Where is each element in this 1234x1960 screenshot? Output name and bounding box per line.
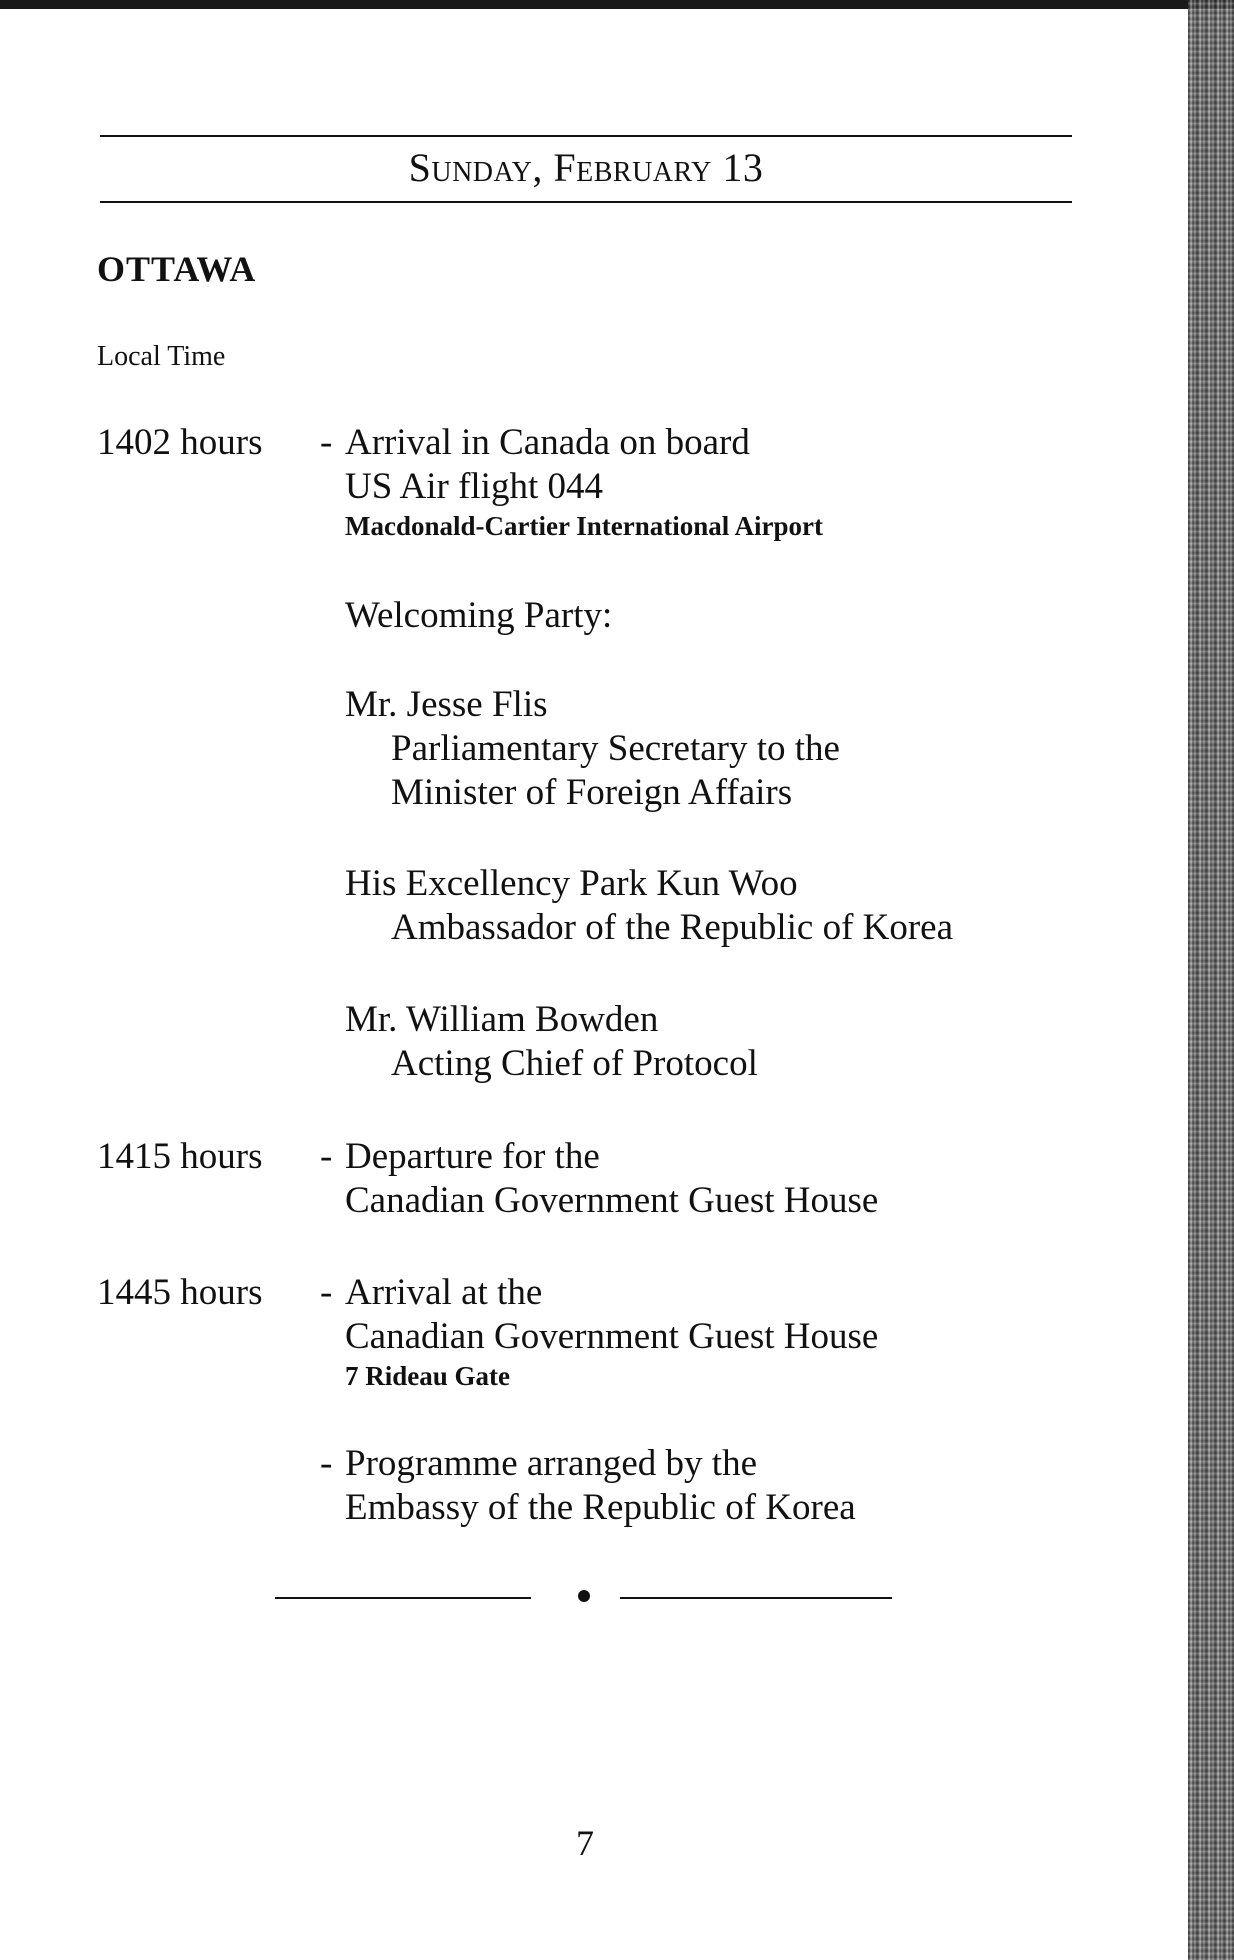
entry-line: Departure for the [345,1136,600,1177]
welcoming-person-1 [345,683,840,815]
entry-body [345,1442,856,1530]
entry-dash: - [320,422,333,463]
entry-body [345,1271,878,1393]
entry-line: Embassy of the Republic of Korea [345,1487,856,1528]
person-title: Minister of Foreign Affairs [391,772,793,813]
header-rule-top [100,135,1072,137]
entry-place: 7 Rideau Gate [345,1361,510,1391]
entry-line: Canadian Government Guest House [345,1316,879,1357]
person-title: Parliamentary Secretary to the [391,728,840,769]
entry-dash: - [320,1443,333,1484]
person-name: His Excellency Park Kun Woo [345,863,798,904]
entry-line: Canadian Government Guest House [345,1180,879,1221]
person-title: Acting Chief of Protocol [391,1043,758,1084]
entry-time: 1445 hours [97,1272,263,1313]
entry-line: US Air flight 044 [345,466,603,507]
person-name: Mr. William Bowden [345,999,659,1040]
entry-place: Macdonald-Cartier International Airport [345,511,823,541]
page-number: 7 [576,1823,594,1863]
city-heading: OTTAWA [97,249,257,289]
section-divider-dot [578,1590,590,1602]
header-rule-bottom [100,201,1072,203]
entry-body [345,1135,878,1223]
entry-dash: - [320,1272,333,1313]
scan-top-edge [0,0,1234,9]
entry-line: Programme arranged by the [345,1443,757,1484]
person-name: Mr. Jesse Flis [345,684,548,725]
person-title: Ambassador of the Republic of Korea [391,907,954,948]
welcoming-person-3 [345,998,758,1086]
entry-time: 1402 hours [97,422,263,463]
welcoming-party-label: Welcoming Party: [345,595,613,636]
entry-line: Arrival in Canada on board [345,422,750,463]
section-divider-right [620,1597,892,1599]
entry-dash: - [320,1136,333,1177]
page-title: Sunday, February 13 [408,145,764,190]
entry-time: 1415 hours [97,1136,263,1177]
local-time-label: Local Time [97,341,226,372]
welcoming-person-2 [345,862,953,950]
section-divider-left [275,1597,531,1599]
scan-binding-edge [1188,0,1234,1960]
entry-line: Arrival at the [345,1272,543,1313]
entry-body [345,421,823,543]
